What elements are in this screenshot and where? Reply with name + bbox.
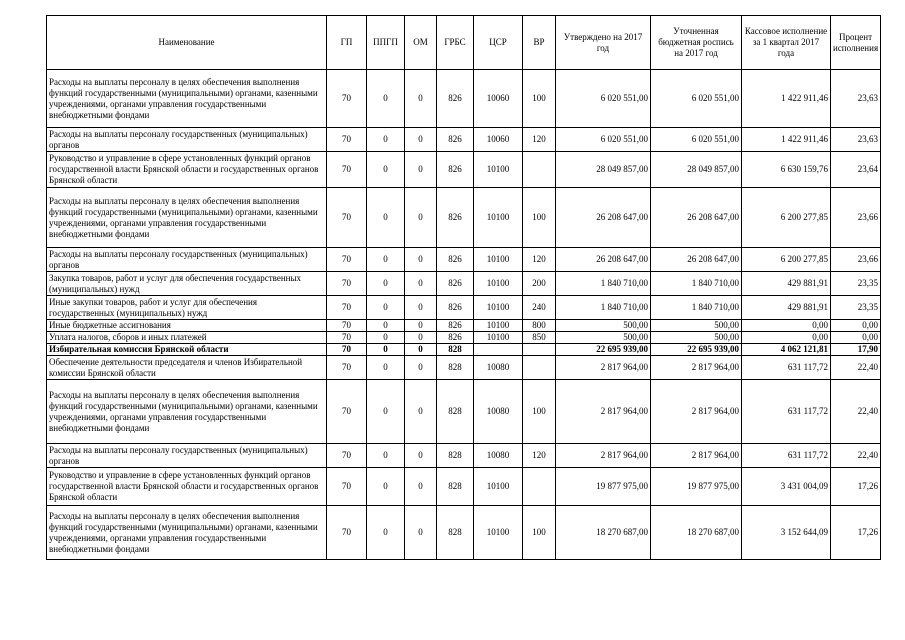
cell-om: 0 [405,188,437,248]
cell-cash: 1 422 911,46 [742,128,831,152]
cell-gp: 70 [327,248,367,272]
cell-cash: 4 062 121,81 [742,344,831,356]
cell-om: 0 [405,344,437,356]
cell-percent: 17,26 [831,506,881,560]
cell-csr: 10100 [474,152,523,188]
cell-csr: 10100 [474,248,523,272]
table-row [47,188,881,248]
cell-refined: 18 270 687,00 [651,506,742,560]
cell-csr: 10100 [474,468,523,506]
cell-vr: 800 [523,320,556,332]
cell-csr: 10100 [474,320,523,332]
cell-gp: 70 [327,444,367,468]
cell-csr: 10100 [474,272,523,296]
cell-gp: 70 [327,320,367,332]
cell-om: 0 [405,70,437,128]
cell-csr: 10060 [474,70,523,128]
cell-om: 0 [405,296,437,320]
cell-name: Расходы на выплаты персоналу государственных (муниципальных) органов [47,248,327,272]
table-row [47,128,881,152]
cell-om: 0 [405,380,437,444]
cell-gp: 70 [327,128,367,152]
cell-ppgp: 0 [367,320,405,332]
cell-cash: 3 431 004,09 [742,468,831,506]
cell-name: Расходы на выплаты персоналу в целях обеспечения выполнения функций государственными (муниципальными) органами, казенными учреждениями, органами управления государственными внебюджетными фондами [47,380,327,444]
cell-name: Избирательная комиссия Брянской области [47,344,327,356]
header-percent: Процент исполнения [831,16,881,70]
cell-name: Руководство и управление в сфере установленных функций органов государственной власти Брянской области и государственных органов Брянской области [47,468,327,506]
table-row [47,468,881,506]
cell-name: Руководство и управление в сфере установленных функций органов государственной власти Брянской области и государственных органов Брянской области [47,152,327,188]
cell-gp: 70 [327,468,367,506]
table-row [47,272,881,296]
cell-vr: 120 [523,248,556,272]
cell-ppgp: 0 [367,356,405,380]
cell-grbs: 828 [437,506,474,560]
cell-grbs: 828 [437,344,474,356]
cell-name: Расходы на выплаты персоналу в целях обеспечения выполнения функций государственными (муниципальными) органами, казенными учреждениями, органами управления государственными внебюджетными фондами [47,70,327,128]
cell-om: 0 [405,128,437,152]
cell-csr: 10100 [474,296,523,320]
cell-om: 0 [405,248,437,272]
cell-name: Расходы на выплаты персоналу в целях обеспечения выполнения функций государственными (муниципальными) органами, казенными учреждениями, органами управления государственными внебюджетными фондами [47,506,327,560]
table-row [47,152,881,188]
table-row [47,380,881,444]
header-ppgp: ППГП [367,16,405,70]
cell-gp: 70 [327,344,367,356]
cell-refined: 1 840 710,00 [651,296,742,320]
cell-vr [523,356,556,380]
table-row [47,320,881,332]
cell-grbs: 826 [437,296,474,320]
cell-percent: 22,40 [831,444,881,468]
cell-ppgp: 0 [367,332,405,344]
table-row [47,344,881,356]
cell-approved: 26 208 647,00 [556,188,651,248]
cell-vr: 120 [523,444,556,468]
cell-gp: 70 [327,188,367,248]
cell-refined: 1 840 710,00 [651,272,742,296]
cell-gp: 70 [327,380,367,444]
cell-grbs: 828 [437,468,474,506]
cell-refined: 28 049 857,00 [651,152,742,188]
cell-refined: 19 877 975,00 [651,468,742,506]
table-row [47,248,881,272]
table-body [47,70,881,560]
cell-vr [523,468,556,506]
cell-vr [523,152,556,188]
cell-percent: 22,40 [831,380,881,444]
cell-gp: 70 [327,296,367,320]
cell-vr: 120 [523,128,556,152]
cell-ppgp: 0 [367,188,405,248]
header-name: Наименование [47,16,327,70]
cell-vr: 100 [523,380,556,444]
header-cash: Кассовое исполнение за 1 квартал 2017 года [742,16,831,70]
cell-approved: 6 020 551,00 [556,70,651,128]
cell-refined: 26 208 647,00 [651,248,742,272]
cell-cash: 1 422 911,46 [742,70,831,128]
header-vr: ВР [523,16,556,70]
cell-grbs: 826 [437,248,474,272]
cell-om: 0 [405,320,437,332]
table-row [47,296,881,320]
cell-approved: 19 877 975,00 [556,468,651,506]
cell-refined: 2 817 964,00 [651,444,742,468]
cell-om: 0 [405,356,437,380]
cell-percent: 17,26 [831,468,881,506]
cell-name: Расходы на выплаты персоналу в целях обеспечения выполнения функций государственными (муниципальными) органами, казенными учреждениями, органами управления государственными внебюджетными фондами [47,188,327,248]
cell-name: Обеспечение деятельности председателя и членов Избирательной комиссии Брянской области [47,356,327,380]
cell-ppgp: 0 [367,380,405,444]
cell-vr [523,344,556,356]
cell-csr: 10100 [474,188,523,248]
cell-csr [474,344,523,356]
cell-refined: 6 020 551,00 [651,70,742,128]
cell-vr: 100 [523,188,556,248]
cell-percent: 17,90 [831,344,881,356]
cell-ppgp: 0 [367,444,405,468]
cell-name: Расходы на выплаты персоналу государственных (муниципальных) органов [47,128,327,152]
cell-csr: 10080 [474,444,523,468]
cell-approved: 18 270 687,00 [556,506,651,560]
table-row [47,506,881,560]
cell-ppgp: 0 [367,152,405,188]
cell-grbs: 826 [437,188,474,248]
cell-refined: 500,00 [651,320,742,332]
cell-approved: 26 208 647,00 [556,248,651,272]
table-header-row [47,16,881,70]
cell-name: Иные закупки товаров, работ и услуг для обеспечения государственных (муниципальных) нужд [47,296,327,320]
cell-csr: 10060 [474,128,523,152]
cell-gp: 70 [327,152,367,188]
cell-approved: 2 817 964,00 [556,380,651,444]
cell-csr: 10080 [474,380,523,444]
cell-gp: 70 [327,506,367,560]
cell-ppgp: 0 [367,70,405,128]
cell-percent: 23,66 [831,188,881,248]
cell-om: 0 [405,506,437,560]
cell-gp: 70 [327,272,367,296]
cell-cash: 3 152 644,09 [742,506,831,560]
cell-percent: 23,64 [831,152,881,188]
cell-cash: 631 117,72 [742,380,831,444]
cell-ppgp: 0 [367,344,405,356]
cell-ppgp: 0 [367,272,405,296]
cell-percent: 0,00 [831,332,881,344]
cell-cash: 6 630 159,76 [742,152,831,188]
cell-approved: 2 817 964,00 [556,356,651,380]
cell-gp: 70 [327,332,367,344]
cell-vr: 100 [523,70,556,128]
cell-percent: 23,63 [831,128,881,152]
cell-cash: 429 881,91 [742,296,831,320]
cell-ppgp: 0 [367,506,405,560]
cell-approved: 22 695 939,00 [556,344,651,356]
cell-approved: 6 020 551,00 [556,128,651,152]
cell-refined: 2 817 964,00 [651,356,742,380]
cell-percent: 23,66 [831,248,881,272]
cell-approved: 500,00 [556,332,651,344]
cell-cash: 0,00 [742,332,831,344]
cell-percent: 23,63 [831,70,881,128]
cell-refined: 26 208 647,00 [651,188,742,248]
cell-name: Уплата налогов, сборов и иных платежей [47,332,327,344]
cell-cash: 6 200 277,85 [742,188,831,248]
cell-percent: 23,35 [831,296,881,320]
cell-vr: 240 [523,296,556,320]
cell-grbs: 826 [437,320,474,332]
budget-execution-table [46,15,881,560]
cell-gp: 70 [327,356,367,380]
header-csr: ЦСР [474,16,523,70]
header-refined: Уточненная бюджетная роспись на 2017 год [651,16,742,70]
cell-cash: 631 117,72 [742,444,831,468]
cell-refined: 2 817 964,00 [651,380,742,444]
cell-cash: 429 881,91 [742,272,831,296]
cell-vr: 100 [523,506,556,560]
table-row [47,444,881,468]
cell-percent: 0,00 [831,320,881,332]
cell-name: Расходы на выплаты персоналу государственных (муниципальных) органов [47,444,327,468]
cell-csr: 10100 [474,332,523,344]
cell-om: 0 [405,272,437,296]
cell-approved: 28 049 857,00 [556,152,651,188]
cell-grbs: 828 [437,356,474,380]
cell-approved: 1 840 710,00 [556,272,651,296]
cell-om: 0 [405,468,437,506]
cell-om: 0 [405,152,437,188]
cell-om: 0 [405,332,437,344]
cell-ppgp: 0 [367,468,405,506]
cell-ppgp: 0 [367,128,405,152]
cell-grbs: 826 [437,272,474,296]
cell-name: Закупка товаров, работ и услуг для обеспечения государственных (муниципальных) нужд [47,272,327,296]
cell-csr: 10100 [474,506,523,560]
cell-cash: 6 200 277,85 [742,248,831,272]
header-grbs: ГРБС [437,16,474,70]
cell-ppgp: 0 [367,296,405,320]
header-approved: Утверждено на 2017 год [556,16,651,70]
table-row [47,332,881,344]
cell-grbs: 828 [437,380,474,444]
table-row [47,356,881,380]
cell-om: 0 [405,444,437,468]
cell-percent: 23,35 [831,272,881,296]
cell-approved: 1 840 710,00 [556,296,651,320]
cell-csr: 10080 [474,356,523,380]
cell-grbs: 826 [437,128,474,152]
cell-approved: 2 817 964,00 [556,444,651,468]
cell-grbs: 826 [437,332,474,344]
header-gp: ГП [327,16,367,70]
cell-vr: 200 [523,272,556,296]
cell-name: Иные бюджетные ассигнования [47,320,327,332]
cell-cash: 0,00 [742,320,831,332]
cell-refined: 22 695 939,00 [651,344,742,356]
table-row [47,70,881,128]
cell-grbs: 828 [437,444,474,468]
cell-refined: 6 020 551,00 [651,128,742,152]
cell-percent: 22,40 [831,356,881,380]
cell-approved: 500,00 [556,320,651,332]
header-om: ОМ [405,16,437,70]
cell-refined: 500,00 [651,332,742,344]
cell-gp: 70 [327,70,367,128]
cell-ppgp: 0 [367,248,405,272]
cell-grbs: 826 [437,70,474,128]
cell-cash: 631 117,72 [742,356,831,380]
cell-grbs: 826 [437,152,474,188]
cell-vr: 850 [523,332,556,344]
